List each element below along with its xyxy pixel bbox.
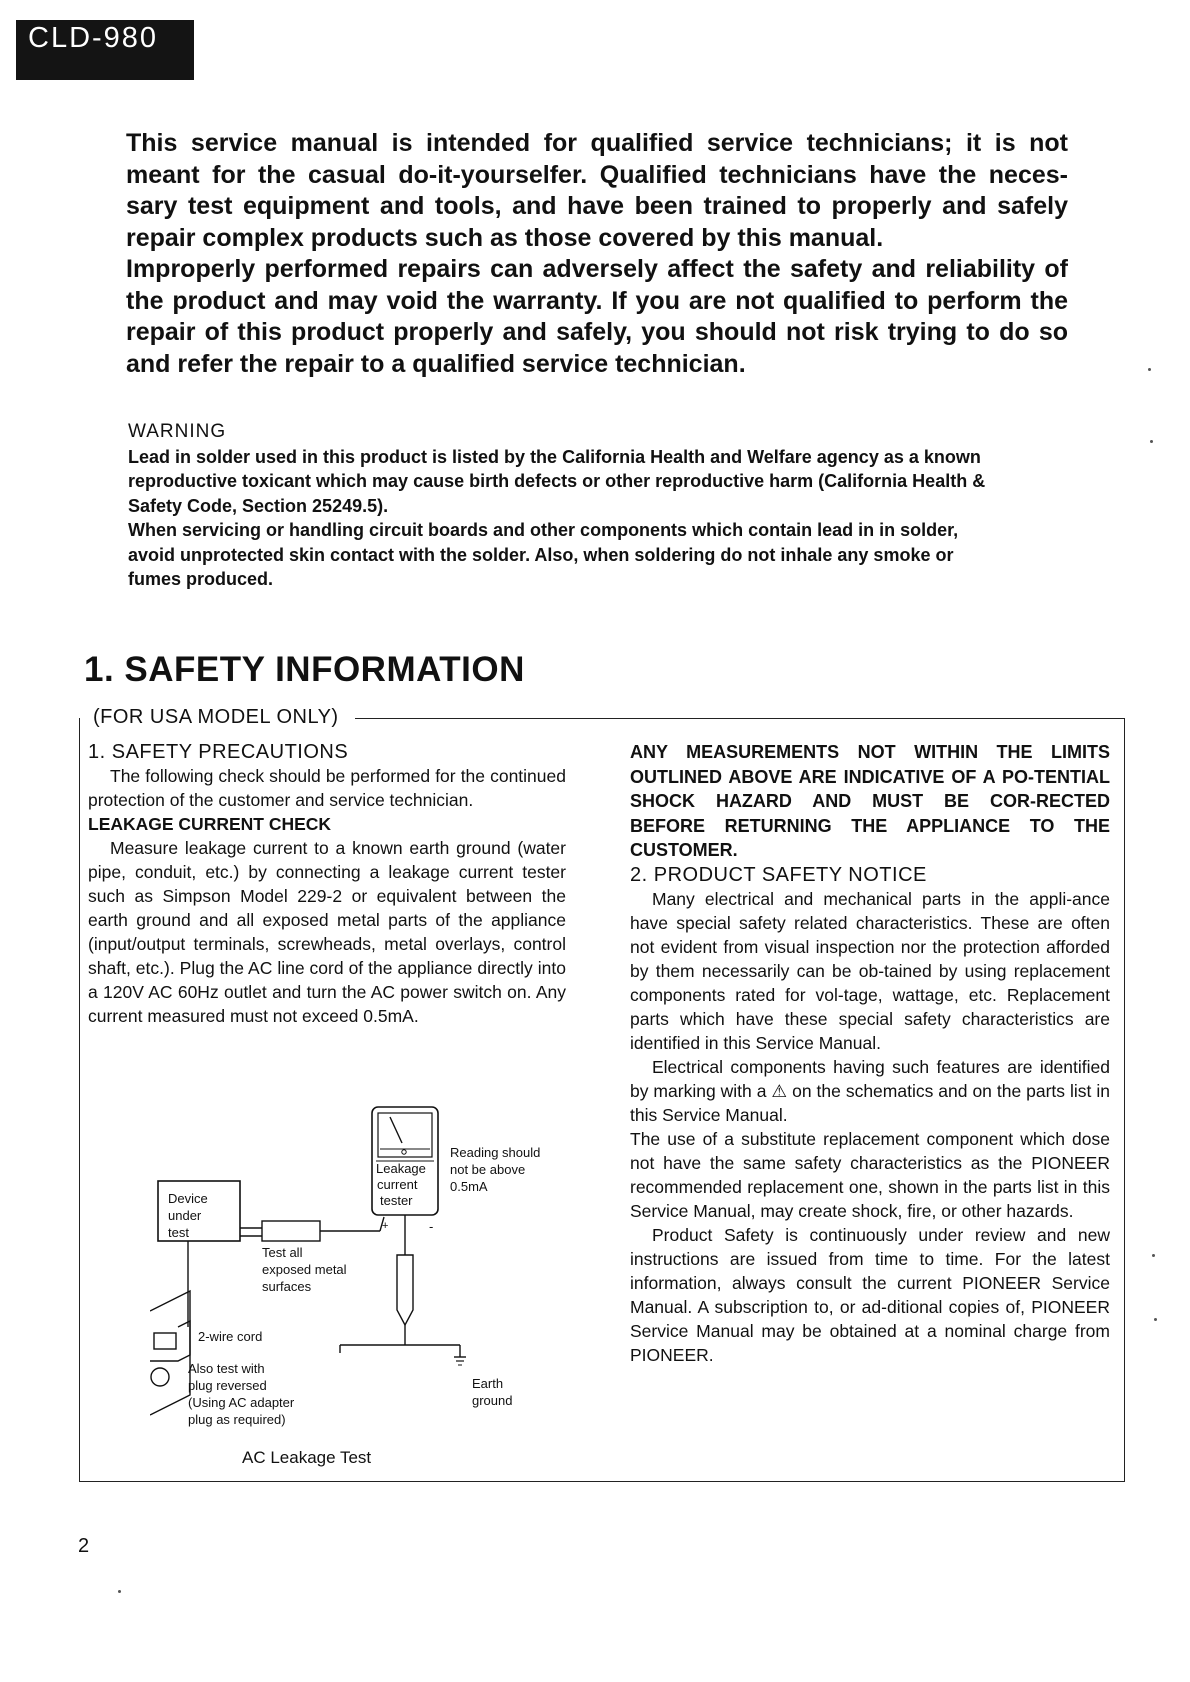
warning-block <box>128 420 988 592</box>
diagram-caption: AC Leakage Test <box>242 1448 372 1467</box>
device-label-3: test <box>168 1225 189 1240</box>
plug-head <box>154 1333 176 1349</box>
product-safety-paragraph-2 <box>630 1055 1110 1127</box>
wall-outlet <box>150 1321 190 1361</box>
safety-precautions-heading: 1. SAFETY PRECAUTIONS <box>88 741 349 763</box>
earth-label-1: Earth <box>472 1376 504 1391</box>
warning-text-2: When servicing or handling circuit boards and other components which contain lead in in solder, avoid unprotected skin contact with the solder. Also, when soldering do not inhale any smoke or fumes produced. <box>128 520 959 589</box>
product-safety-paragraph-4: Product Safety is continuously under review and new instructions are issued from time to time. For the latest information, always consult the current PIONEER Service Manual. A subscription to, or ad-ditional copies of, PIONEER Service Manual may be obtained at a nominal charge from PIONEER. <box>630 1224 1110 1365</box>
metal-note-2: exposed metal <box>262 1262 347 1277</box>
minus-terminal: - <box>429 1219 434 1234</box>
model-tab <box>16 20 194 80</box>
plug-note-3: (Using AC adapter <box>188 1395 295 1410</box>
metal-note-1: Test all <box>262 1245 303 1260</box>
probe-clip <box>262 1221 320 1241</box>
scan-speck <box>118 1590 121 1593</box>
section-title: 1. SAFETY INFORMATION <box>84 650 525 689</box>
model-name: CLD-980 <box>28 22 159 54</box>
intro-paragraph-1: This service manual is intended for qualified service technicians; it is not meant for the casual do-it-yourselfer. Qualified technicians have the neces-sary test equipment and tools, and have been trained to properly and safely repair complex products such as those covered by this manual. <box>126 129 1068 252</box>
warning-text-1: Lead in solder used in this product is listed by the California Health and Welfare agency as a known reproductive toxicant which may cause birth defects or other reproductive harm (California Health & Safety Code, Section 25249.5). <box>128 446 986 516</box>
scan-speck <box>1152 1254 1155 1257</box>
ground-probe <box>397 1255 413 1325</box>
box-label: (FOR USA MODEL ONLY) <box>92 706 342 729</box>
product-safety-heading: 2. PRODUCT SAFETY NOTICE <box>630 863 927 886</box>
plus-terminal: + <box>382 1220 389 1232</box>
scan-speck <box>1148 368 1151 371</box>
box-top-rule <box>355 718 1125 719</box>
earth-label-2: ground <box>472 1393 513 1408</box>
outlet-plate <box>150 1291 190 1415</box>
scan-speck <box>1154 1318 1157 1321</box>
scan-speck <box>1150 440 1153 443</box>
safety-precautions-intro: The following check should be performed for the continued protection of the customer and service technician. <box>88 766 566 810</box>
outlet-socket <box>151 1368 169 1386</box>
leakage-check-heading: LEAKAGE CURRENT CHECK <box>88 814 332 834</box>
tester-label-1: Leakage <box>376 1161 426 1176</box>
product-safety-paragraph-3: The use of a substitute replacement component which dose not have the same safety characteristics as the PIONEER recommended replacement one, shown in the parts list in this Service Manual, may create shock, fire, or other hazards. <box>630 1128 1110 1221</box>
reading-note-3: 0.5mA <box>450 1179 488 1194</box>
meter-pivot <box>402 1150 406 1154</box>
product-safety-paragraph-2-start: Electrical components having such features are identified by marking with a <box>630 1056 1110 1101</box>
leakage-check-text: Measure leakage current to a known earth ground (water pipe, conduit, etc.) by connecting a leakage current tester such as Simpson Model 229-2 or equivalent between the earth ground and all exposed metal parts of the appliance (input/output terminals, screwheads, metal overlays, control shaft, etc.). Plug the AC line cord of the appliance directly into a 120V AC 60Hz outlet and turn the AC power switch on. Any current measured must not exceed 0.5mA. <box>88 838 566 1026</box>
plug-note-4: plug as required) <box>188 1412 286 1427</box>
tester-label-2: current <box>377 1177 418 1192</box>
cord-label: 2-wire cord <box>198 1329 263 1344</box>
intro-notice <box>126 128 1068 380</box>
right-column <box>630 740 1110 1367</box>
left-column <box>88 740 566 1028</box>
safety-mark-icon: ⚠ <box>771 1080 788 1101</box>
product-safety-paragraph-2-end: on the schematics and on the parts list in this Service Manual. <box>630 1080 1110 1125</box>
metal-note-3: surfaces <box>262 1279 312 1294</box>
device-label-1: Device <box>168 1191 208 1206</box>
plug-note-2: plug reversed <box>188 1378 267 1393</box>
device-label-2: under <box>168 1208 202 1223</box>
page-number: 2 <box>78 1535 90 1557</box>
reading-note-1: Reading should <box>450 1145 541 1160</box>
plug-note-1: Also test with <box>188 1361 265 1376</box>
warning-title: WARNING <box>128 421 227 442</box>
limits-warning: ANY MEASUREMENTS NOT WITHIN THE LIMITS OUTLINED ABOVE ARE INDICATIVE OF A PO-TENTIAL SHOCK HAZARD AND MUST BE COR-RECTED BEFORE RETURNING THE APPLIANCE TO THE CUSTOMER. <box>630 742 1110 860</box>
intro-paragraph-2: Improperly performed repairs can adversely affect the safety and reliability of the product and may void the warranty. If you are not qualified to perform the repair of this product properly and safely, you should not risk trying to do so and refer the repair to a qualified service technician. <box>126 255 1068 378</box>
tester-label-3: tester <box>380 1193 413 1208</box>
meter-needle <box>390 1117 402 1143</box>
ac-leakage-test-diagram <box>150 1105 590 1475</box>
product-safety-paragraph-1: Many electrical and mechanical parts in the appli-ance have special safety related characteristics. These are often not evident from visual inspection nor the protection afforded by them necessarily can be ob-tained by using replacement components rated for vol-tage, wattage, etc. Replacement parts which have these special safety characteristics are identified in this Service Manual. <box>630 888 1110 1053</box>
reading-note-2: not be above <box>450 1162 526 1177</box>
